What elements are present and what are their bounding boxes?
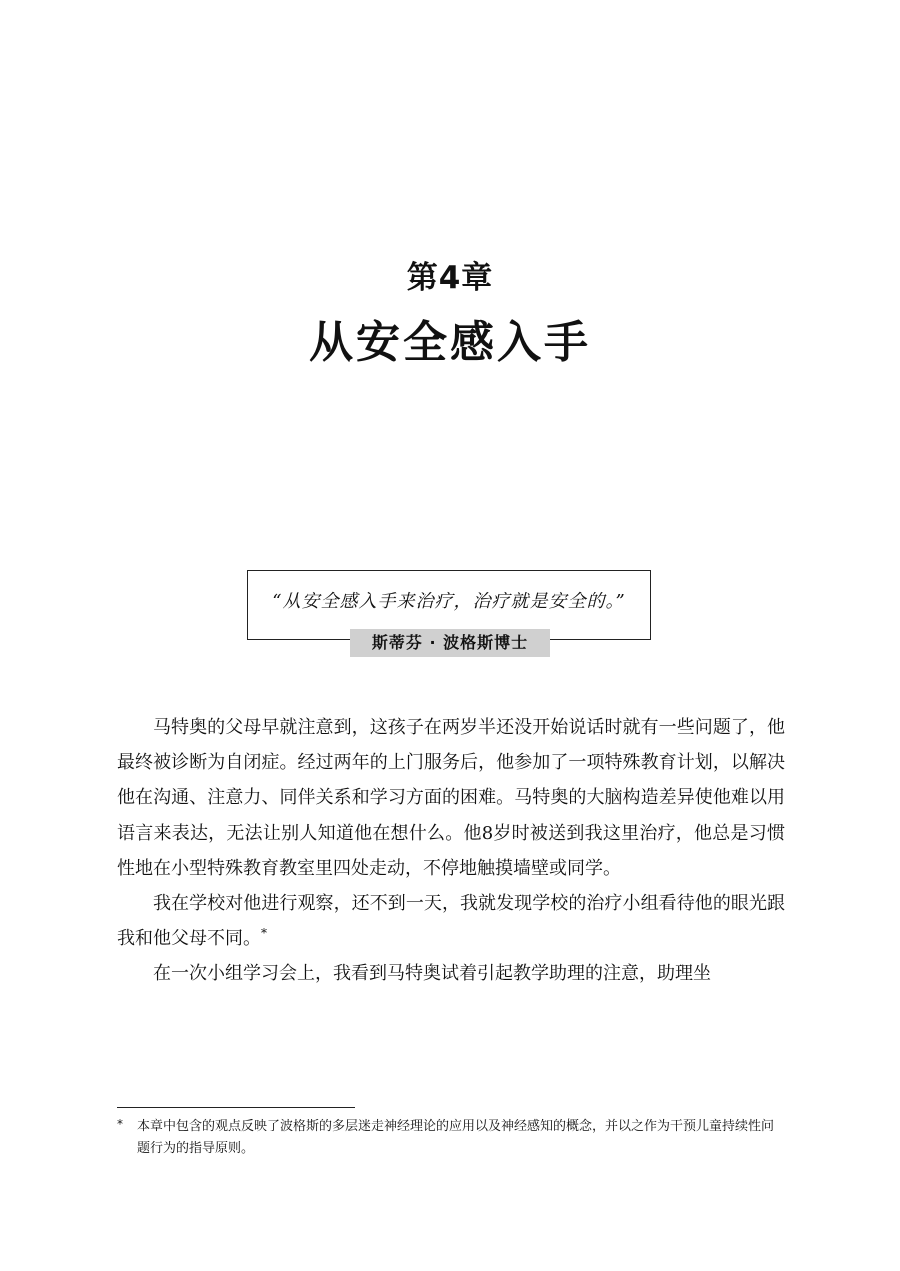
epigraph-box [247, 570, 651, 652]
epigraph-author: 斯蒂芬 · 波格斯博士 [350, 629, 550, 657]
chapter-label: 第4章 [406, 260, 494, 296]
footnote-text: 本章中包含的观点反映了波格斯的多层迷走神经理论的应用以及神经感知的概念，并以之作为干预儿童持续性问题行为的指导原则。 [137, 1119, 775, 1156]
footnote [117, 1116, 785, 1160]
footnote-divider [117, 1107, 355, 1108]
footnote-reference[interactable]: * [261, 926, 267, 941]
paragraph-2 [117, 886, 785, 956]
body-text [117, 710, 785, 992]
paragraph-2-text: 我在学校对他进行观察，还不到一天，我就发现学校的治疗小组看待他的眼光跟我和他父母不同。 [117, 893, 785, 950]
epigraph-quote: “从安全感入手来治疗，治疗就是安全的。” [272, 591, 626, 612]
paragraph-3: 在一次小组学习会上，我看到马特奥试着引起教学助理的注意，助理坐 [153, 963, 711, 985]
chapter-title: 从安全感入手 [309, 317, 591, 368]
footnote-marker: * [117, 1117, 123, 1131]
paragraph-1: 马特奥的父母早就注意到，这孩子在两岁半还没开始说话时就有一些问题了，他最终被诊断为自闭症。经过两年的上门服务后，他参加了一项特殊教育计划，以解决他在沟通、注意力、同伴关系和学习方面的困难。马特奥的大脑构造差异使他难以用语言来表达，无法让别人知道他在想什么。他8岁时被送到我这里治疗，他总是习惯性地在小型特殊教育教室里四处走动，不停地触摸墙壁或同学。 [117, 717, 785, 879]
